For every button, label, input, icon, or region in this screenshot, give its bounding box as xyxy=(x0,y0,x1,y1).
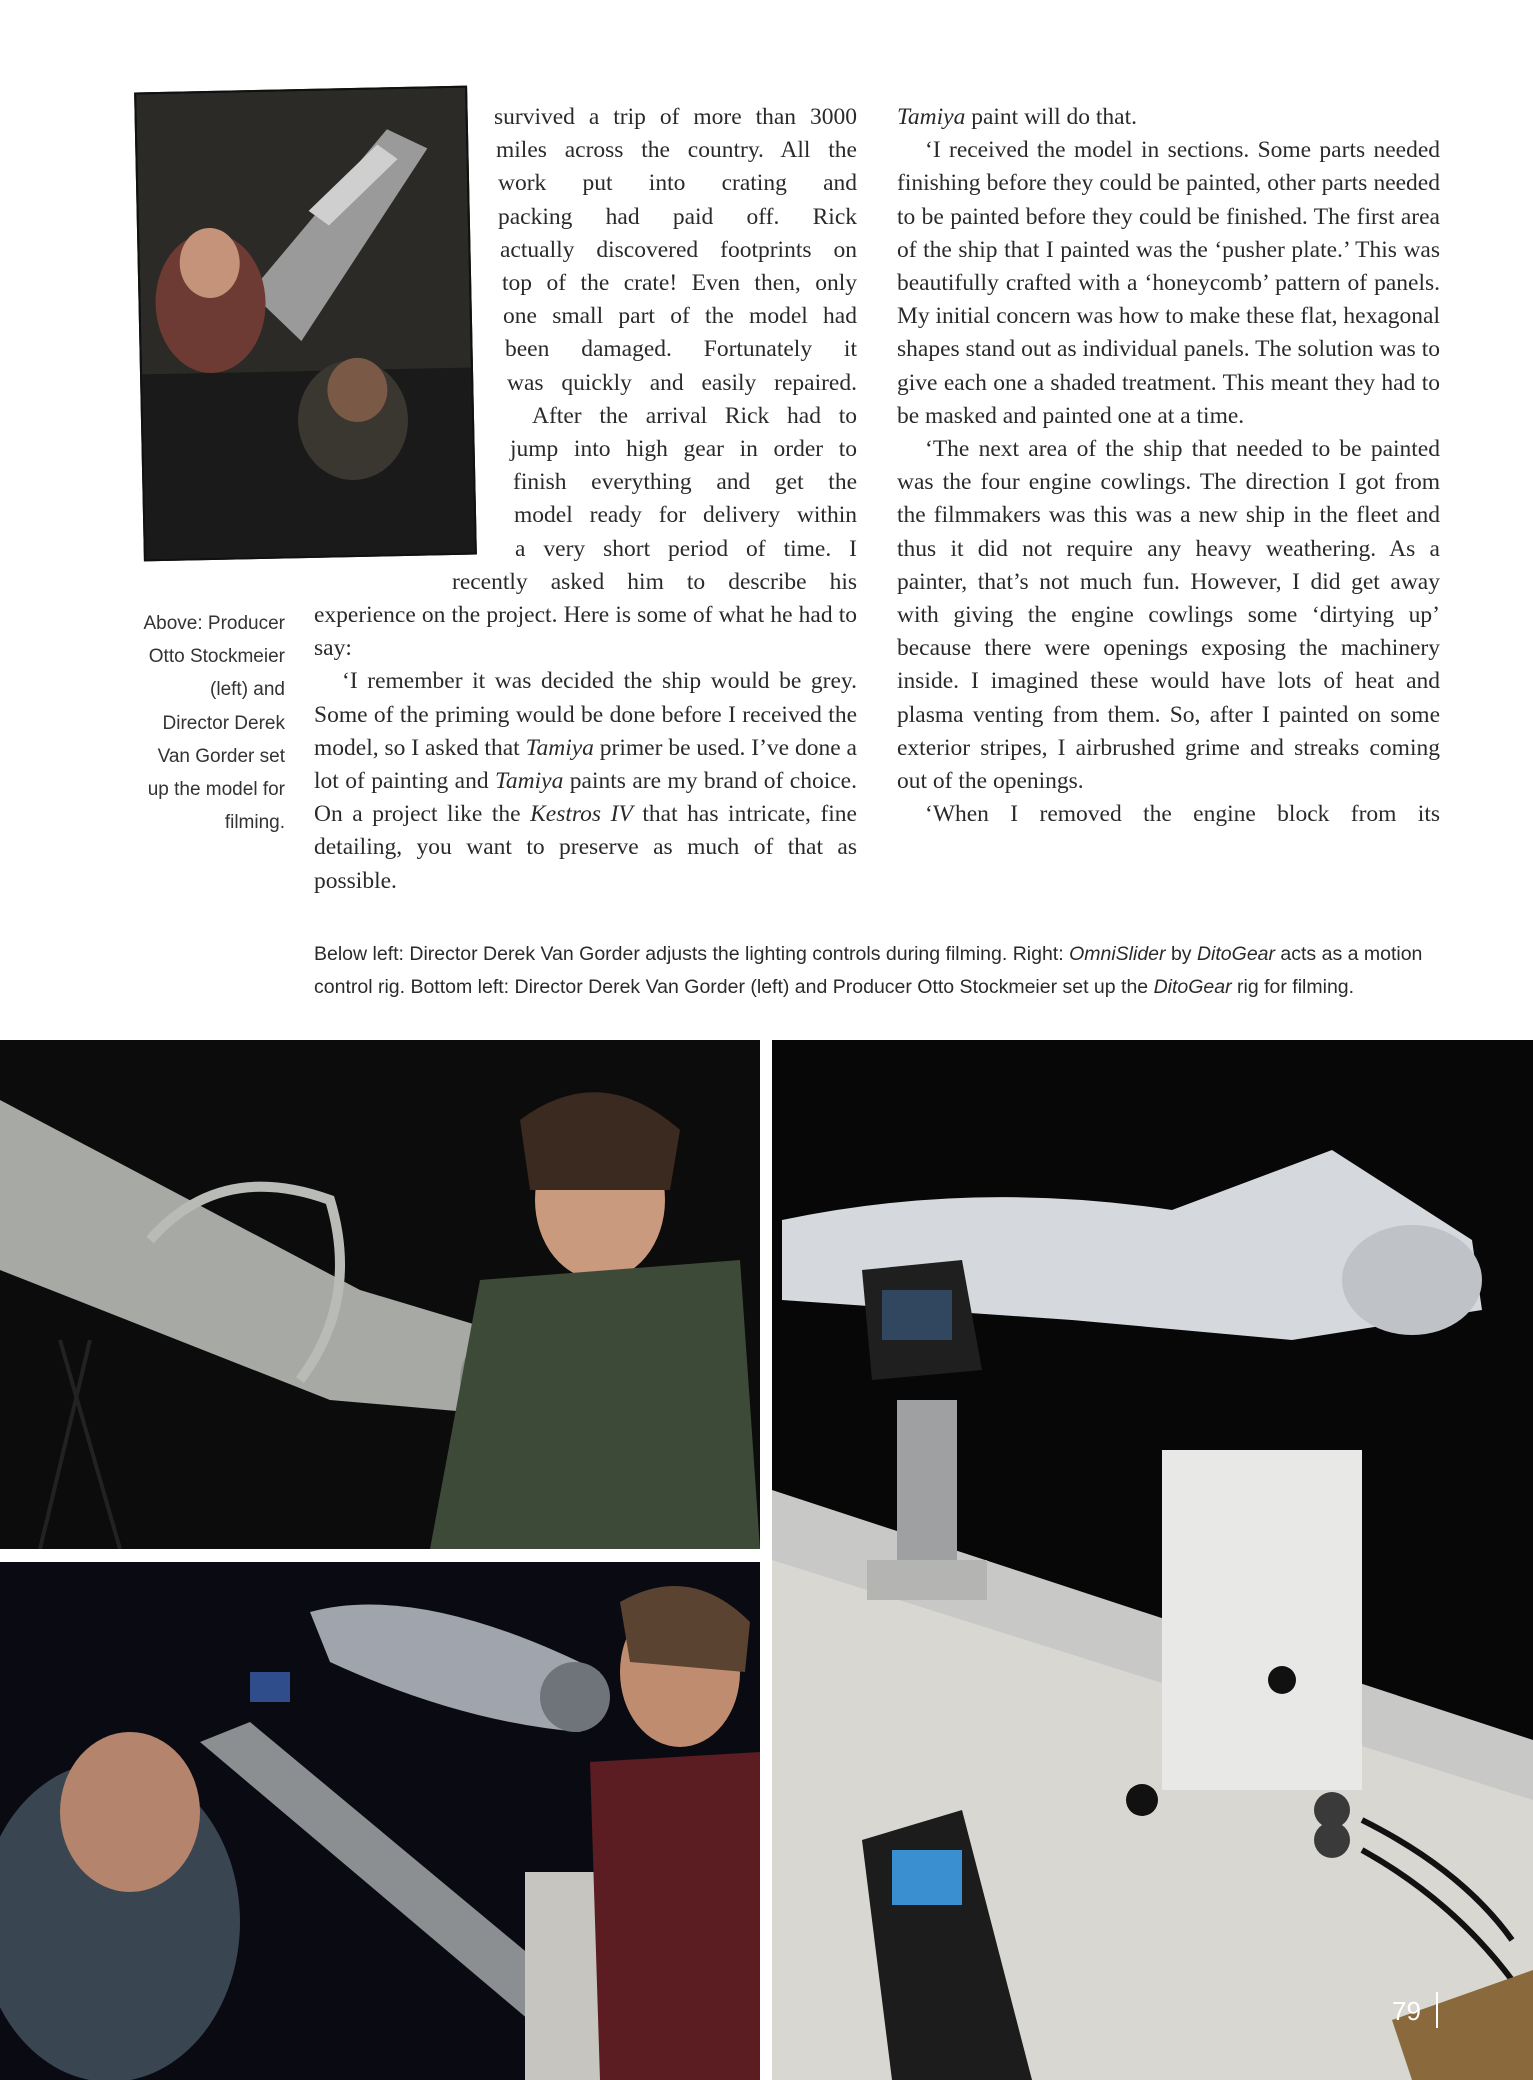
photo-omnislider-rig xyxy=(772,1040,1533,2080)
text-line: actually discovered footprints on xyxy=(500,236,857,263)
paragraph-sections: ‘I received the model in sections. Some parts needed finishing before they could be painted, other parts needed to be painted before they could be finished. The first area of the ship that I painted was the ‘pusher plate.’ This was beautifully crafted with a ‘honeycomb’ pattern of panels. My initial concern was how to make these flat, hexagonal shapes stand out as individual panels. The solution was to give each one a shaded treatment. This meant they had to be masked and painted one at a time. xyxy=(897,137,1440,429)
paragraph-paint-end: Tamiya paint will do that. xyxy=(897,104,1138,130)
text-line: jump into high gear in order to xyxy=(510,436,857,463)
text-line: After the arrival Rick had to xyxy=(532,402,857,429)
text-line: miles across the country. All the xyxy=(496,137,857,164)
text-line: recently asked him to describe his xyxy=(452,568,857,595)
paragraph-cowlings: ‘The next area of the ship that needed to be painted was the four engine cowlings. The direction I got from the filmmakers was this was a new ship in the fleet and thus it did not require any heavy weathering. As a painter, that’s not much fun. However, I did get away with giving the engine cowlings some ‘dirtying up’ because there were openings exposing the machinery inside. I imagined these would have lots of heat and plasma venting from them. So, after I painted on some exterior stripes, I airbrushed grime and streaks coming out of the openings. xyxy=(897,436,1440,795)
photo-director-lighting xyxy=(0,1040,760,1549)
article-column-right xyxy=(897,101,1440,831)
page-number: 79 xyxy=(1392,1996,1421,2026)
text-line: been damaged. Fortunately it xyxy=(505,336,857,363)
text-line: one small part of the model had xyxy=(503,303,857,330)
text-line: a very short period of time. I xyxy=(515,535,857,562)
photo-ditogear-setup xyxy=(0,1562,760,2080)
text-line: work put into crating and xyxy=(498,170,857,197)
article-column-left xyxy=(314,101,857,898)
paragraph-engine-block: ‘When I removed the engine block from its xyxy=(925,801,1440,828)
photo-caption-above: Above: Producer Otto Stockmeier (left) and Director Derek Van Gorder set up the model for filming. xyxy=(143,613,285,834)
paragraph-intro-rest: experience on the project. Here is some of what he had to say: xyxy=(314,602,857,662)
photo-caption-below: Below left: Director Derek Van Gorder adjusts the lighting controls during filming. Right: OmniSlider by DitoGear acts as a motion control rig. Bottom left: Director Derek Van Gorder (left) and Producer Otto Stockmeier set up the DitoGear rig for filming. xyxy=(314,943,1423,998)
paragraph-priming: ‘I remember it was decided the ship would be grey. Some of the priming would be done before I received the model, so I asked that Tamiya primer be used. I’ve done a lot of painting and Tamiya paints are my brand of choice. On a project like the Kestros IV that has intricate, fine detailing, you want to preserve as much of that as possible. xyxy=(314,668,857,894)
text-line: was quickly and easily repaired. xyxy=(507,369,857,396)
text-line: survived a trip of more than 3000 xyxy=(494,104,857,130)
text-line: finish everything and get the xyxy=(513,469,857,496)
text-line: packing had paid off. Rick xyxy=(498,203,857,230)
page-number-rule xyxy=(1436,1992,1438,2028)
text-line: top of the crate! Even then, only xyxy=(502,270,857,297)
text-line: model ready for delivery within xyxy=(514,502,857,529)
